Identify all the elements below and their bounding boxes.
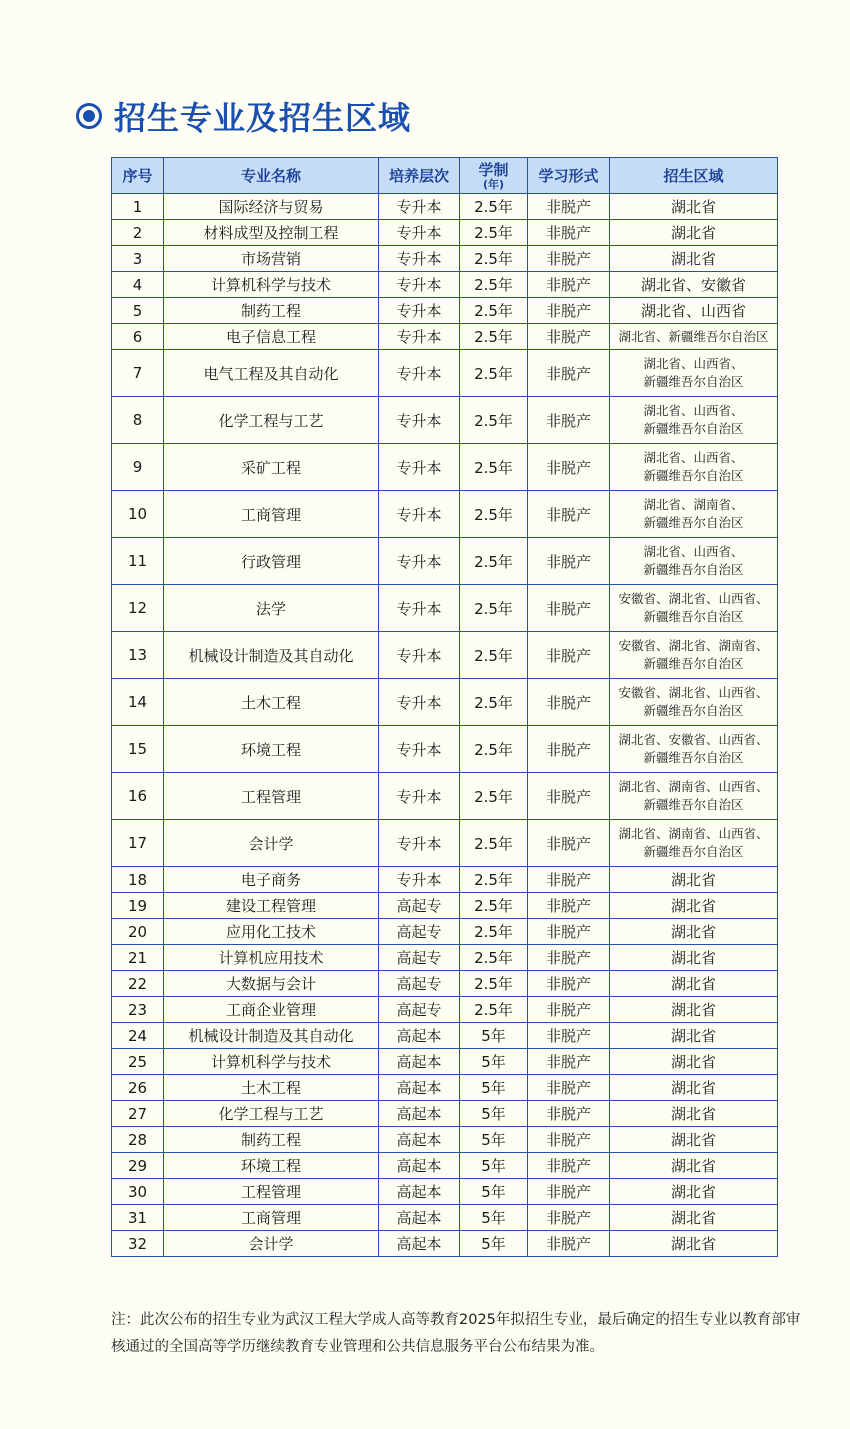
table-row bbox=[112, 272, 778, 298]
cell-major: 制药工程 bbox=[164, 298, 379, 324]
region-line: 新疆维吾尔自治区 bbox=[643, 703, 744, 718]
table-row bbox=[112, 324, 778, 350]
cell-level: 专升本 bbox=[379, 679, 460, 726]
cell-level: 高起本 bbox=[379, 1127, 460, 1153]
cell-no: 4 bbox=[112, 272, 164, 298]
table-row bbox=[112, 194, 778, 220]
cell-region bbox=[610, 820, 778, 867]
region-line: 湖北省 bbox=[670, 1027, 716, 1045]
cell-form: 非脱产 bbox=[528, 1127, 610, 1153]
region-line: 新疆维吾尔自治区 bbox=[643, 797, 744, 812]
table-row bbox=[112, 444, 778, 491]
region-line: 湖北省 bbox=[670, 1079, 716, 1097]
region-line: 湖北省 bbox=[670, 1157, 716, 1175]
cell-major: 环境工程 bbox=[164, 1153, 379, 1179]
region-line: 湖北省 bbox=[670, 949, 716, 967]
table-row bbox=[112, 1153, 778, 1179]
table-row bbox=[112, 1179, 778, 1205]
region-line: 湖北省、山西省、 bbox=[643, 356, 744, 371]
region-line: 安徽省、湖北省、山西省、 bbox=[618, 685, 769, 700]
region-line: 新疆维吾尔自治区 bbox=[643, 844, 744, 859]
table-row bbox=[112, 1101, 778, 1127]
cell-no: 31 bbox=[112, 1205, 164, 1231]
cell-no: 17 bbox=[112, 820, 164, 867]
cell-form: 非脱产 bbox=[528, 491, 610, 538]
cell-major: 会计学 bbox=[164, 820, 379, 867]
region-line: 湖北省、安徽省、山西省、 bbox=[618, 732, 769, 747]
table-row bbox=[112, 919, 778, 945]
cell-form: 非脱产 bbox=[528, 971, 610, 997]
cell-form: 非脱产 bbox=[528, 893, 610, 919]
cell-duration: 5年 bbox=[460, 1153, 528, 1179]
cell-level: 高起专 bbox=[379, 997, 460, 1023]
cell-no: 16 bbox=[112, 773, 164, 820]
cell-major: 计算机科学与技术 bbox=[164, 272, 379, 298]
cell-region bbox=[610, 1179, 778, 1205]
cell-duration: 5年 bbox=[460, 1101, 528, 1127]
table-row bbox=[112, 997, 778, 1023]
cell-level: 专升本 bbox=[379, 820, 460, 867]
region-line: 湖北省 bbox=[670, 1209, 716, 1227]
cell-duration: 2.5年 bbox=[460, 194, 528, 220]
cell-no: 8 bbox=[112, 397, 164, 444]
region-line: 湖北省 bbox=[670, 224, 716, 242]
cell-major: 化学工程与工艺 bbox=[164, 397, 379, 444]
cell-form: 非脱产 bbox=[528, 272, 610, 298]
cell-major: 机械设计制造及其自动化 bbox=[164, 632, 379, 679]
region-line: 新疆维吾尔自治区 bbox=[643, 421, 744, 436]
cell-major: 工商企业管理 bbox=[164, 997, 379, 1023]
cell-duration: 2.5年 bbox=[460, 220, 528, 246]
cell-level: 专升本 bbox=[379, 194, 460, 220]
footnote: 注：此次公布的招生专业为武汉工程大学成人高等教育2025年拟招生专业，最后确定的招生专业以教育部审核通过的全国高等学历继续教育专业管理和公共信息服务平台公布结果为准。 bbox=[111, 1312, 801, 1355]
cell-level: 专升本 bbox=[379, 246, 460, 272]
region-line: 新疆维吾尔自治区 bbox=[643, 609, 744, 624]
header-no: 序号 bbox=[112, 158, 164, 194]
cell-region bbox=[610, 726, 778, 773]
cell-major: 材料成型及控制工程 bbox=[164, 220, 379, 246]
cell-form: 非脱产 bbox=[528, 538, 610, 585]
region-line: 湖北省、新疆维吾尔自治区 bbox=[618, 328, 769, 344]
cell-duration: 2.5年 bbox=[460, 246, 528, 272]
table-row bbox=[112, 538, 778, 585]
cell-duration: 2.5年 bbox=[460, 324, 528, 350]
cell-level: 专升本 bbox=[379, 773, 460, 820]
cell-level: 高起专 bbox=[379, 945, 460, 971]
region-line: 湖北省、山西省 bbox=[640, 302, 746, 320]
region-line: 湖北省 bbox=[670, 871, 716, 889]
cell-region bbox=[610, 397, 778, 444]
cell-form: 非脱产 bbox=[528, 726, 610, 773]
cell-level: 专升本 bbox=[379, 444, 460, 491]
cell-major: 制药工程 bbox=[164, 1127, 379, 1153]
cell-duration: 2.5年 bbox=[460, 893, 528, 919]
cell-form: 非脱产 bbox=[528, 397, 610, 444]
cell-level: 专升本 bbox=[379, 491, 460, 538]
cell-level: 专升本 bbox=[379, 538, 460, 585]
header-duration-sub: (年) bbox=[482, 177, 505, 191]
cell-major: 电子商务 bbox=[164, 867, 379, 893]
cell-duration: 5年 bbox=[460, 1231, 528, 1257]
cell-level: 高起本 bbox=[379, 1231, 460, 1257]
header-level: 培养层次 bbox=[379, 158, 460, 194]
cell-level: 高起专 bbox=[379, 919, 460, 945]
cell-duration: 2.5年 bbox=[460, 272, 528, 298]
cell-major: 大数据与会计 bbox=[164, 971, 379, 997]
section-heading bbox=[76, 93, 411, 139]
table-row bbox=[112, 1127, 778, 1153]
cell-no: 30 bbox=[112, 1179, 164, 1205]
cell-no: 12 bbox=[112, 585, 164, 632]
table-row bbox=[112, 246, 778, 272]
region-line: 湖北省 bbox=[670, 250, 716, 268]
cell-form: 非脱产 bbox=[528, 324, 610, 350]
cell-major: 环境工程 bbox=[164, 726, 379, 773]
cell-region bbox=[610, 585, 778, 632]
cell-level: 专升本 bbox=[379, 350, 460, 397]
cell-no: 19 bbox=[112, 893, 164, 919]
region-line: 湖北省、湖南省、山西省、 bbox=[618, 779, 769, 794]
table-row bbox=[112, 350, 778, 397]
cell-major: 土木工程 bbox=[164, 679, 379, 726]
cell-form: 非脱产 bbox=[528, 820, 610, 867]
table-row bbox=[112, 971, 778, 997]
cell-duration: 5年 bbox=[460, 1075, 528, 1101]
header-major: 专业名称 bbox=[164, 158, 379, 194]
enrollment-table bbox=[111, 157, 778, 1257]
region-line: 新疆维吾尔自治区 bbox=[643, 468, 744, 483]
cell-major: 化学工程与工艺 bbox=[164, 1101, 379, 1127]
cell-region bbox=[610, 350, 778, 397]
cell-no: 14 bbox=[112, 679, 164, 726]
table-row bbox=[112, 726, 778, 773]
page-title: 招生专业及招生区域 bbox=[114, 99, 412, 137]
cell-no: 32 bbox=[112, 1231, 164, 1257]
table-row bbox=[112, 1231, 778, 1257]
cell-duration: 2.5年 bbox=[460, 971, 528, 997]
cell-major: 工商管理 bbox=[164, 491, 379, 538]
region-line: 湖北省、湖南省、山西省、 bbox=[618, 826, 769, 841]
table-row bbox=[112, 491, 778, 538]
cell-region bbox=[610, 324, 778, 350]
cell-duration: 5年 bbox=[460, 1049, 528, 1075]
cell-level: 专升本 bbox=[379, 397, 460, 444]
cell-major: 工程管理 bbox=[164, 1179, 379, 1205]
cell-level: 专升本 bbox=[379, 220, 460, 246]
cell-duration: 2.5年 bbox=[460, 919, 528, 945]
region-line: 湖北省 bbox=[670, 975, 716, 993]
cell-region bbox=[610, 1075, 778, 1101]
cell-level: 高起本 bbox=[379, 1023, 460, 1049]
table-row bbox=[112, 1205, 778, 1231]
cell-duration: 2.5年 bbox=[460, 632, 528, 679]
cell-duration: 5年 bbox=[460, 1179, 528, 1205]
cell-no: 20 bbox=[112, 919, 164, 945]
cell-duration: 2.5年 bbox=[460, 679, 528, 726]
cell-no: 25 bbox=[112, 1049, 164, 1075]
region-line: 湖北省 bbox=[670, 1105, 716, 1123]
cell-form: 非脱产 bbox=[528, 1231, 610, 1257]
cell-form: 非脱产 bbox=[528, 1101, 610, 1127]
cell-form: 非脱产 bbox=[528, 444, 610, 491]
target-bullet-icon bbox=[76, 103, 102, 129]
cell-form: 非脱产 bbox=[528, 867, 610, 893]
cell-form: 非脱产 bbox=[528, 1153, 610, 1179]
cell-form: 非脱产 bbox=[528, 997, 610, 1023]
cell-form: 非脱产 bbox=[528, 246, 610, 272]
cell-level: 专升本 bbox=[379, 632, 460, 679]
cell-form: 非脱产 bbox=[528, 919, 610, 945]
cell-duration: 5年 bbox=[460, 1127, 528, 1153]
cell-region bbox=[610, 893, 778, 919]
table-row bbox=[112, 820, 778, 867]
table-row bbox=[112, 298, 778, 324]
cell-duration: 2.5年 bbox=[460, 726, 528, 773]
cell-level: 专升本 bbox=[379, 298, 460, 324]
cell-region bbox=[610, 1231, 778, 1257]
cell-region bbox=[610, 1049, 778, 1075]
cell-form: 非脱产 bbox=[528, 1049, 610, 1075]
cell-region bbox=[610, 1205, 778, 1231]
cell-no: 22 bbox=[112, 971, 164, 997]
cell-region bbox=[610, 538, 778, 585]
region-line: 湖北省 bbox=[670, 1001, 716, 1019]
table-row bbox=[112, 1023, 778, 1049]
cell-no: 28 bbox=[112, 1127, 164, 1153]
table-row bbox=[112, 867, 778, 893]
region-line: 新疆维吾尔自治区 bbox=[643, 374, 744, 389]
cell-duration: 2.5年 bbox=[460, 773, 528, 820]
cell-form: 非脱产 bbox=[528, 632, 610, 679]
cell-duration: 2.5年 bbox=[460, 997, 528, 1023]
cell-duration: 2.5年 bbox=[460, 867, 528, 893]
cell-region bbox=[610, 491, 778, 538]
cell-region bbox=[610, 945, 778, 971]
header-region: 招生区域 bbox=[610, 158, 778, 194]
table-row bbox=[112, 679, 778, 726]
cell-form: 非脱产 bbox=[528, 1023, 610, 1049]
cell-no: 5 bbox=[112, 298, 164, 324]
header-duration bbox=[460, 158, 528, 194]
cell-form: 非脱产 bbox=[528, 220, 610, 246]
cell-form: 非脱产 bbox=[528, 1075, 610, 1101]
cell-form: 非脱产 bbox=[528, 1205, 610, 1231]
cell-region bbox=[610, 971, 778, 997]
cell-no: 15 bbox=[112, 726, 164, 773]
cell-major: 工商管理 bbox=[164, 1205, 379, 1231]
table-row bbox=[112, 945, 778, 971]
cell-level: 高起本 bbox=[379, 1205, 460, 1231]
cell-form: 非脱产 bbox=[528, 585, 610, 632]
cell-region bbox=[610, 272, 778, 298]
cell-level: 高起本 bbox=[379, 1179, 460, 1205]
cell-no: 13 bbox=[112, 632, 164, 679]
cell-duration: 2.5年 bbox=[460, 585, 528, 632]
region-line: 新疆维吾尔自治区 bbox=[643, 656, 744, 671]
cell-level: 高起本 bbox=[379, 1075, 460, 1101]
cell-major: 行政管理 bbox=[164, 538, 379, 585]
cell-level: 高起本 bbox=[379, 1101, 460, 1127]
table-row bbox=[112, 1075, 778, 1101]
region-line: 湖北省 bbox=[670, 1183, 716, 1201]
region-line: 湖北省 bbox=[670, 897, 716, 915]
header-duration-main: 学制 bbox=[478, 160, 509, 179]
cell-level: 高起专 bbox=[379, 971, 460, 997]
cell-region bbox=[610, 919, 778, 945]
cell-major: 土木工程 bbox=[164, 1075, 379, 1101]
cell-major: 机械设计制造及其自动化 bbox=[164, 1023, 379, 1049]
cell-no: 2 bbox=[112, 220, 164, 246]
cell-form: 非脱产 bbox=[528, 298, 610, 324]
cell-level: 专升本 bbox=[379, 585, 460, 632]
cell-form: 非脱产 bbox=[528, 773, 610, 820]
table-row bbox=[112, 585, 778, 632]
region-line: 湖北省、山西省、 bbox=[643, 450, 744, 465]
cell-major: 电子信息工程 bbox=[164, 324, 379, 350]
cell-region bbox=[610, 1023, 778, 1049]
cell-duration: 2.5年 bbox=[460, 444, 528, 491]
cell-region bbox=[610, 220, 778, 246]
cell-region bbox=[610, 997, 778, 1023]
cell-no: 1 bbox=[112, 194, 164, 220]
region-line: 湖北省 bbox=[670, 1053, 716, 1071]
cell-duration: 5年 bbox=[460, 1023, 528, 1049]
cell-form: 非脱产 bbox=[528, 350, 610, 397]
cell-no: 29 bbox=[112, 1153, 164, 1179]
cell-major: 计算机应用技术 bbox=[164, 945, 379, 971]
cell-major: 会计学 bbox=[164, 1231, 379, 1257]
cell-duration: 2.5年 bbox=[460, 945, 528, 971]
cell-major: 计算机科学与技术 bbox=[164, 1049, 379, 1075]
region-line: 湖北省、山西省、 bbox=[643, 544, 744, 559]
cell-no: 10 bbox=[112, 491, 164, 538]
region-line: 新疆维吾尔自治区 bbox=[643, 750, 744, 765]
cell-no: 26 bbox=[112, 1075, 164, 1101]
table-row bbox=[112, 220, 778, 246]
cell-region bbox=[610, 194, 778, 220]
region-line: 湖北省 bbox=[670, 1131, 716, 1149]
region-line: 安徽省、湖北省、湖南省、 bbox=[618, 638, 769, 653]
table-header-row bbox=[112, 158, 778, 194]
cell-duration: 5年 bbox=[460, 1205, 528, 1231]
cell-region bbox=[610, 298, 778, 324]
cell-no: 27 bbox=[112, 1101, 164, 1127]
cell-major: 采矿工程 bbox=[164, 444, 379, 491]
header-form: 学习形式 bbox=[528, 158, 610, 194]
cell-no: 9 bbox=[112, 444, 164, 491]
cell-no: 6 bbox=[112, 324, 164, 350]
cell-form: 非脱产 bbox=[528, 679, 610, 726]
table-row bbox=[112, 1049, 778, 1075]
table-body bbox=[112, 194, 778, 1257]
cell-major: 应用化工技术 bbox=[164, 919, 379, 945]
region-line: 湖北省 bbox=[670, 198, 716, 216]
region-line: 湖北省、安徽省 bbox=[640, 276, 746, 294]
cell-region bbox=[610, 867, 778, 893]
cell-duration: 2.5年 bbox=[460, 820, 528, 867]
cell-major: 法学 bbox=[164, 585, 379, 632]
cell-region bbox=[610, 679, 778, 726]
cell-region bbox=[610, 1153, 778, 1179]
cell-region bbox=[610, 1127, 778, 1153]
cell-duration: 2.5年 bbox=[460, 397, 528, 444]
region-line: 湖北省、湖南省、 bbox=[643, 497, 744, 512]
cell-region bbox=[610, 1101, 778, 1127]
cell-region bbox=[610, 246, 778, 272]
cell-level: 专升本 bbox=[379, 272, 460, 298]
cell-no: 24 bbox=[112, 1023, 164, 1049]
cell-form: 非脱产 bbox=[528, 194, 610, 220]
cell-duration: 2.5年 bbox=[460, 298, 528, 324]
cell-no: 3 bbox=[112, 246, 164, 272]
cell-no: 7 bbox=[112, 350, 164, 397]
table-row bbox=[112, 773, 778, 820]
cell-major: 市场营销 bbox=[164, 246, 379, 272]
cell-region bbox=[610, 444, 778, 491]
cell-no: 11 bbox=[112, 538, 164, 585]
table-row bbox=[112, 893, 778, 919]
region-line: 安徽省、湖北省、山西省、 bbox=[618, 591, 769, 606]
cell-no: 21 bbox=[112, 945, 164, 971]
cell-level: 高起本 bbox=[379, 1049, 460, 1075]
cell-no: 18 bbox=[112, 867, 164, 893]
region-line: 湖北省、山西省、 bbox=[643, 403, 744, 418]
cell-region bbox=[610, 773, 778, 820]
cell-duration: 2.5年 bbox=[460, 350, 528, 397]
cell-level: 专升本 bbox=[379, 324, 460, 350]
region-line: 湖北省 bbox=[670, 1235, 716, 1253]
cell-no: 23 bbox=[112, 997, 164, 1023]
cell-form: 非脱产 bbox=[528, 1179, 610, 1205]
table-row bbox=[112, 397, 778, 444]
cell-level: 高起本 bbox=[379, 1153, 460, 1179]
cell-major: 工程管理 bbox=[164, 773, 379, 820]
cell-major: 国际经济与贸易 bbox=[164, 194, 379, 220]
region-line: 新疆维吾尔自治区 bbox=[643, 515, 744, 530]
cell-major: 建设工程管理 bbox=[164, 893, 379, 919]
cell-level: 专升本 bbox=[379, 867, 460, 893]
cell-duration: 2.5年 bbox=[460, 491, 528, 538]
cell-duration: 2.5年 bbox=[460, 538, 528, 585]
cell-major: 电气工程及其自动化 bbox=[164, 350, 379, 397]
cell-form: 非脱产 bbox=[528, 945, 610, 971]
cell-region bbox=[610, 632, 778, 679]
cell-level: 高起专 bbox=[379, 893, 460, 919]
region-line: 新疆维吾尔自治区 bbox=[643, 562, 744, 577]
cell-level: 专升本 bbox=[379, 726, 460, 773]
region-line: 湖北省 bbox=[670, 923, 716, 941]
table-row bbox=[112, 632, 778, 679]
